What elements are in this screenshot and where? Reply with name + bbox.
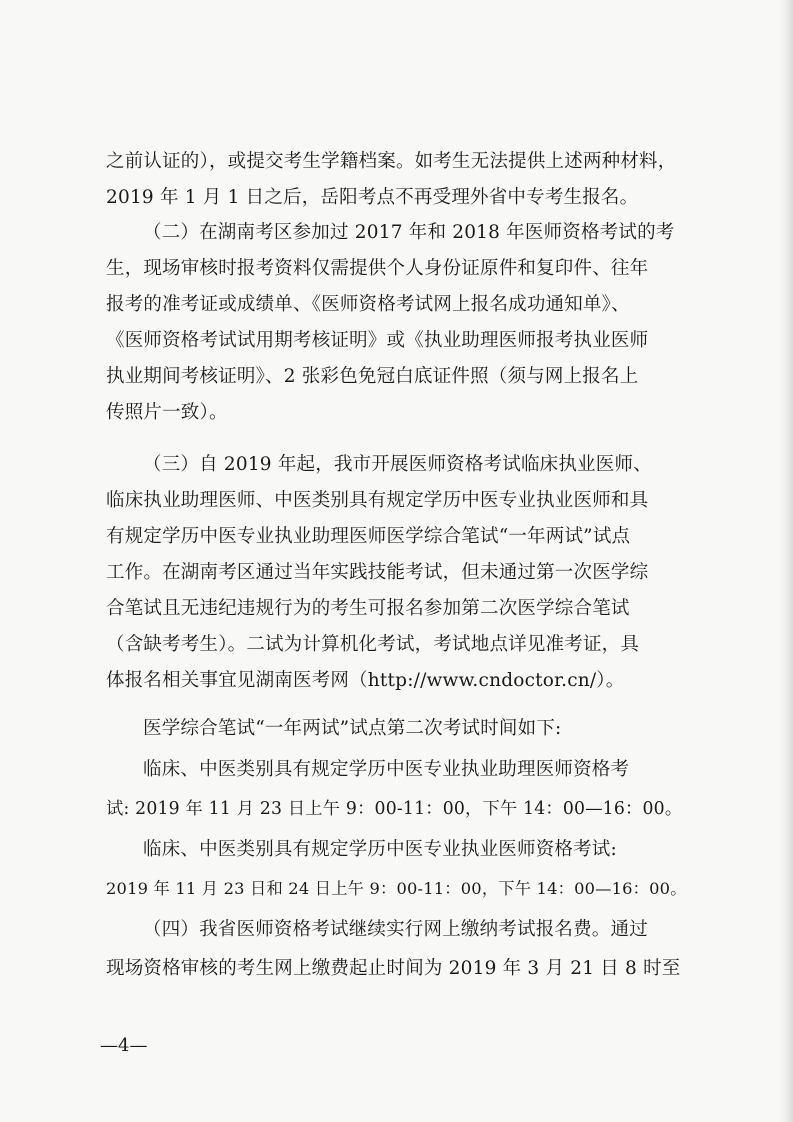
text-line-9: （三）自 2019 年起，我市开展医师资格考试临床执业医师、 <box>143 454 652 475</box>
text-line-8: 传照片一致）。 <box>106 402 228 423</box>
text-line-2: 2019 年 1 月 1 日之后，岳阳考点不再受理外省中专考生报名。 <box>106 187 639 208</box>
text-line-6: 《医师资格考试试用期考核证明》或《执业助理医师报考执业医师 <box>106 330 649 351</box>
text-line-4: 生，现场审核时报考资料仅需提供个人身份证原件和复印件、往年 <box>106 258 649 279</box>
text-line-22: 现场资格审核的考生网上缴费起止时间为 2019 年 3 月 21 日 8 时至 <box>106 958 681 979</box>
text-line-20: 2019 年 11 月 23 日和 24 日上午 9：00-11：00，下午 14：00—16：00。 <box>106 879 687 898</box>
text-line-10: 临床执业助理医师、中医类别具有规定学历中医专业执业医师和具 <box>106 490 649 511</box>
text-line-1: 之前认证的），或提交考生学籍档案。如考生无法提供上述两种材料， <box>106 151 677 172</box>
text-line-13: 合笔试且无违纪违规行为的考生可报名参加第二次医学综合笔试 <box>106 598 630 619</box>
text-line-5: 报考的准考证或成绩单、《医师资格考试网上报名成功通知单》、 <box>106 294 630 315</box>
text-line-15: 体报名相关事宜见湖南医考网（http://www.cndoctor.cn/）。 <box>106 670 625 691</box>
text-line-11: 有规定学历中医专业执业助理医师医学综合笔试“一年两试”试点 <box>106 526 631 547</box>
text-line-17: 临床、中医类别具有规定学历中医专业执业助理医师资格考 <box>143 759 630 780</box>
text-line-16: 医学综合笔试“一年两试”试点第二次考试时间如下: <box>143 718 562 739</box>
text-line-21: （四）我省医师资格考试继续实行网上缴纳考试报名费。通过 <box>143 919 648 940</box>
text-line-19: 临床、中医类别具有规定学历中医专业执业医师资格考试: <box>143 839 617 860</box>
text-line-12: 工作。在湖南考区通过当年实践技能考试，但未通过第一次医学综 <box>106 562 649 583</box>
text-line-7: 执业期间考核证明》、2 张彩色免冠白底证件照（须与网上报名上 <box>106 366 639 387</box>
scan-edge-shadow <box>779 0 793 1122</box>
text-line-14: （含缺考考生）。二试为计算机化考试，考试地点详见准考证，具 <box>106 634 640 655</box>
page-number: —4— <box>100 1035 148 1056</box>
text-line-3: （二）在湖南考区参加过 2017 年和 2018 年医师资格考试的考 <box>143 222 675 243</box>
text-line-18: 试: 2019 年 11 月 23 日上午 9：00-11：00，下午 14：00—16：00。 <box>106 799 683 819</box>
